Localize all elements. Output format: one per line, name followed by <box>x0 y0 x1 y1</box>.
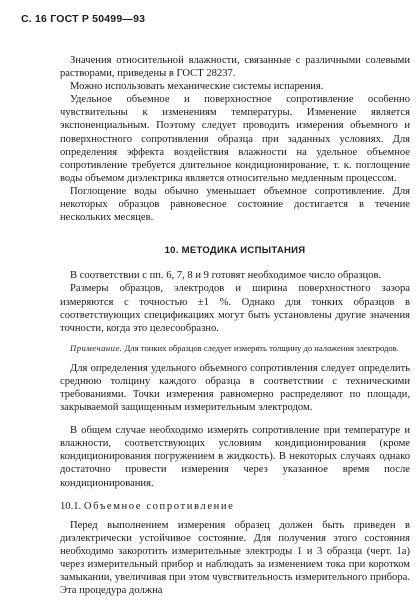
paragraph: Поглощение воды обычно уменьшает объемное сопротивление. Для некоторых образцов равновесное состояние достигается в течение нескольких месяцев. <box>60 185 410 224</box>
note-text: Для тонких образцов следует измерять толщину до наложения электродов. <box>122 342 399 353</box>
paragraph: В общем случае необходимо измерять сопротивление при температуре и влажности, соответствующих условиям кондиционирования (кроме кондиционирования погружением в жидкость). В некоторых случаях однако достаточно провести измерения через указанное время после кондиционирования. <box>60 425 410 489</box>
paragraph: Можно использовать механические системы испарения. <box>70 81 324 93</box>
paragraph: В соответствии с пп. 6, 7, 8 и 9 готовят необходимое число образцов. <box>70 270 382 282</box>
page-header: С. 16 ГОСТ Р 50499—93 <box>21 13 146 25</box>
paragraph: Перед выполнением измерения образец должен быть приведен в диэлектрически устойчивое состояние. Для получения этого состояния необходимо закоротить измерительные электроды 1 и 3 образца (черт. 1а) через измерительный прибор и наблюдать за изменением тока при коротком замыкании, увеличивая при этом чувствительность измерительного прибора. Эта процедура должна <box>60 519 410 597</box>
subsection-title: Объемное сопротивление <box>83 500 235 512</box>
subsection-heading <box>60 500 410 513</box>
paragraph: Для определения удельного объемного сопротивления следует определить среднюю толщину каждого образца в соответствии с техническими требованиями. Точки измерения равномерно распределяют по площади, закрываемой защищенным измерительным электродом. <box>60 362 410 414</box>
document-body <box>60 54 410 597</box>
subsection-number: 10.1. <box>60 500 84 512</box>
paragraph: Размеры образцов, электродов и ширина поверхностного зазора измеряются с точностью ±1 %. Однако для тонких образцов в соответствующих спецификациях могут быть установлены другие значения точности, когда это целесообразно. <box>60 283 410 334</box>
paragraph: Удельное объемное и поверхностное сопротивление особенно чувствительны к изменениям температуры. Изменение является экспоненциальным. Поэтому следует проводить измерения объемного и поверхностного сопротивления образца при заданных условиях. Для определения эффекта воздействия влажности на удельное объемное сопротивление требуется длительное кондиционирование, т. к. поглощение воды объемом диэлектрика является относительно медленным процессом. <box>60 94 410 184</box>
paragraph: Значения относительной влажности, связанные с различными солевыми растворами, приведены в ГОСТ 28237. <box>60 55 410 80</box>
section-heading: 10. МЕТОДИКА ИСПЫТАНИЯ <box>164 245 306 257</box>
note-label: Примечание. <box>70 342 123 353</box>
note <box>60 343 410 354</box>
